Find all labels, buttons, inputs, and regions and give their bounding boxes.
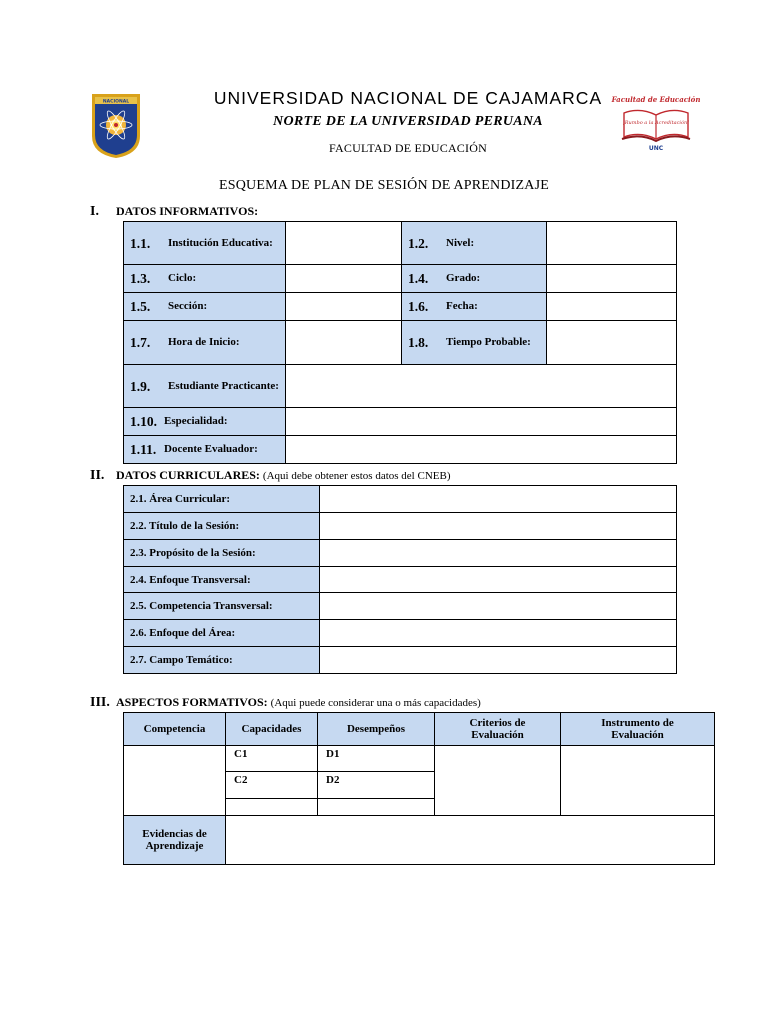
label-area-curricular: 2.1. Área Curricular: (124, 486, 320, 513)
field-tiempo-probable[interactable] (547, 321, 677, 365)
label-campo-tematico: 2.7. Campo Temático: (124, 647, 320, 674)
label-proposito-sesion: 2.3. Propósito de la Sesión: (124, 540, 320, 567)
faculty-name: FACULTAD DE EDUCACIÓN (329, 141, 487, 155)
field-competencia[interactable] (124, 746, 226, 816)
section-title: DATOS INFORMATIVOS: (116, 204, 259, 218)
label-ciclo: 1.3. Ciclo: (124, 265, 286, 293)
informative-data-table (123, 221, 677, 464)
header-instrumento: Instrumento de Evaluación (561, 713, 715, 746)
label-fecha: 1.6. Fecha: (402, 293, 547, 321)
section-number: I. (90, 204, 99, 219)
section-number: III. (90, 695, 110, 710)
university-name: UNIVERSIDAD NACIONAL DE CAJAMARCA (213, 88, 603, 108)
svg-text:Facultad de Educación: Facultad de Educación (611, 95, 701, 104)
field-area-curricular[interactable] (320, 486, 677, 513)
label-nivel: 1.2. Nivel: (402, 222, 547, 265)
document-title: ESQUEMA DE PLAN DE SESIÓN DE APRENDIZAJE (218, 178, 549, 193)
field-docente-evaluador[interactable] (286, 436, 677, 464)
formative-aspects-table (123, 712, 715, 865)
header-competencia: Competencia (124, 713, 226, 746)
field-seccion[interactable] (286, 293, 402, 321)
field-enfoque-transversal[interactable] (320, 567, 677, 593)
section-3-heading (90, 695, 481, 711)
field-fecha[interactable] (547, 293, 677, 321)
svg-text:¡Rumbo a la Acreditación!: ¡Rumbo a la Acreditación! (622, 120, 690, 126)
label-especialidad: 1.10. Especialidad: (124, 408, 286, 436)
svg-text:NACIONAL: NACIONAL (102, 99, 130, 105)
field-hora-inicio[interactable] (286, 321, 402, 365)
section-note: (Aqui debe obtener estos datos del CNEB) (262, 470, 451, 482)
field-especialidad[interactable] (286, 408, 677, 436)
label-grado: 1.4. Grado: (402, 265, 547, 293)
cell-desempeno-d1[interactable]: D1 (318, 746, 435, 772)
label-estudiante: 1.9. Estudiante Practicante: (124, 365, 286, 408)
field-grado[interactable] (547, 265, 677, 293)
field-ciclo[interactable] (286, 265, 402, 293)
field-nivel[interactable] (547, 222, 677, 265)
label-enfoque-transversal: 2.4. Enfoque Transversal: (124, 567, 320, 593)
field-criterios[interactable] (435, 746, 561, 816)
field-estudiante[interactable] (286, 365, 677, 408)
field-instrumento[interactable] (561, 746, 715, 816)
label-hora-inicio: 1.7. Hora de Inicio: (124, 321, 286, 365)
cell-capacidad-extra[interactable] (226, 799, 318, 816)
cell-capacidad-c2[interactable]: C2 (226, 772, 318, 799)
section-title: DATOS CURRICULARES: (116, 468, 260, 482)
label-docente-evaluador: 1.11. Docente Evaluador: (124, 436, 286, 464)
label-seccion: 1.5. Sección: (124, 293, 286, 321)
header-criterios: Criterios de Evaluación (435, 713, 561, 746)
field-evidencias[interactable] (226, 816, 715, 865)
header-capacidades: Capacidades (226, 713, 318, 746)
field-proposito-sesion[interactable] (320, 540, 677, 567)
section-2-heading (90, 468, 451, 484)
label-enfoque-area: 2.6. Enfoque del Área: (124, 620, 320, 647)
label-institucion: 1.1. Institución Educativa: (124, 222, 286, 265)
field-campo-tematico[interactable] (320, 647, 677, 674)
field-titulo-sesion[interactable] (320, 513, 677, 540)
section-note: (Aqui puede considerar una o más capacidades) (270, 697, 481, 709)
curricular-data-table (123, 485, 677, 674)
field-enfoque-area[interactable] (320, 620, 677, 647)
cell-desempeno-extra[interactable] (318, 799, 435, 816)
label-titulo-sesion: 2.2. Título de la Sesión: (124, 513, 320, 540)
section-title: ASPECTOS FORMATIVOS: (116, 695, 268, 709)
cell-capacidad-c1[interactable]: C1 (226, 746, 318, 772)
field-institucion[interactable] (286, 222, 402, 265)
label-evidencias: Evidencias de Aprendizaje (124, 816, 226, 865)
header-desempenos: Desempeños (318, 713, 435, 746)
label-competencia-transversal: 2.5. Competencia Transversal: (124, 593, 320, 620)
section-number: II. (90, 468, 105, 483)
svg-text:UNC: UNC (648, 145, 664, 152)
cell-desempeno-d2[interactable]: D2 (318, 772, 435, 799)
label-tiempo-probable: 1.8. Tiempo Probable: (402, 321, 547, 365)
section-1-heading (90, 204, 258, 220)
university-seal-logo (90, 92, 142, 160)
field-competencia-transversal[interactable] (320, 593, 677, 620)
university-subtitle: NORTE DE LA UNIVERSIDAD PERUANA (273, 114, 543, 129)
